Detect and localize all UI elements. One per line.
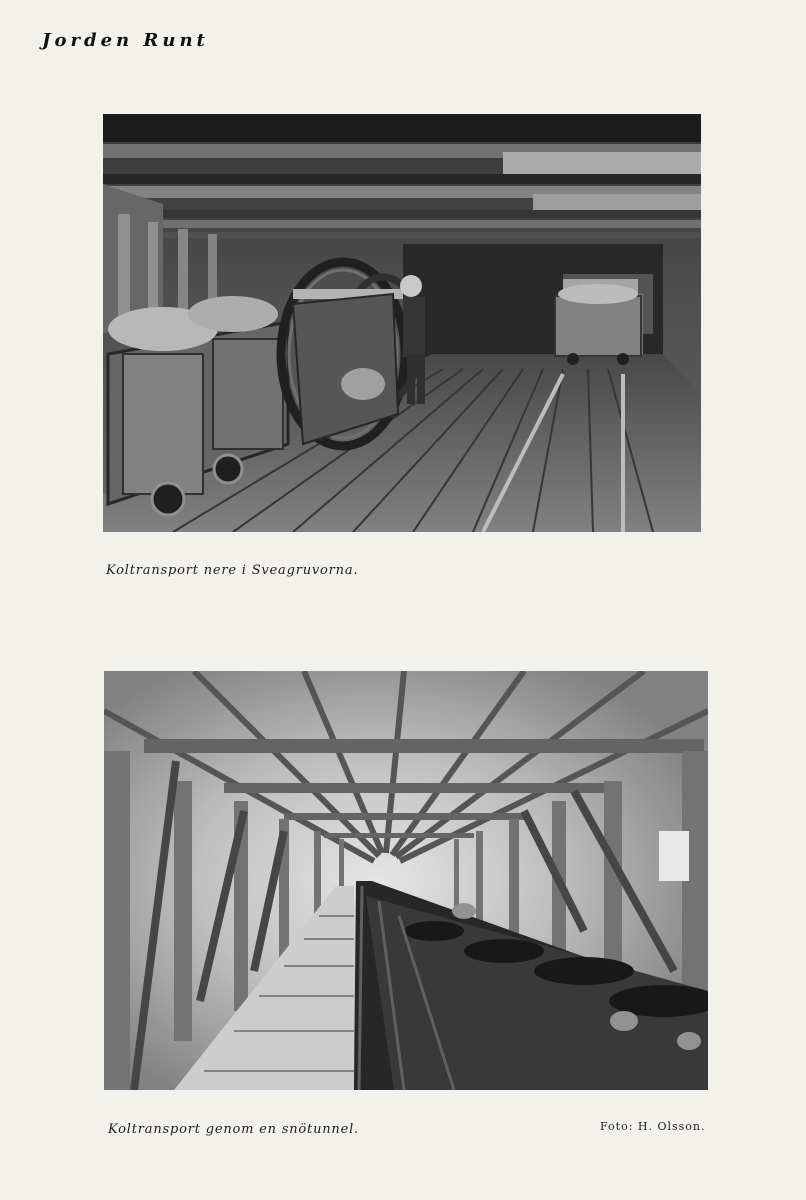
snow-tunnel-conveyor-photo (104, 671, 708, 1090)
photo-credit: Foto: H. Olsson. (600, 1120, 706, 1133)
running-head: Jorden Runt (42, 30, 209, 51)
photo-2-caption: Koltransport genom en snötunnel. (108, 1122, 359, 1137)
photo-mine-carts (103, 114, 701, 532)
photo-1-caption: Koltransport nere i Sveagruvorna. (106, 563, 359, 578)
mine-cart-tunnel-photo (103, 114, 701, 532)
photo-snow-tunnel (104, 671, 708, 1090)
